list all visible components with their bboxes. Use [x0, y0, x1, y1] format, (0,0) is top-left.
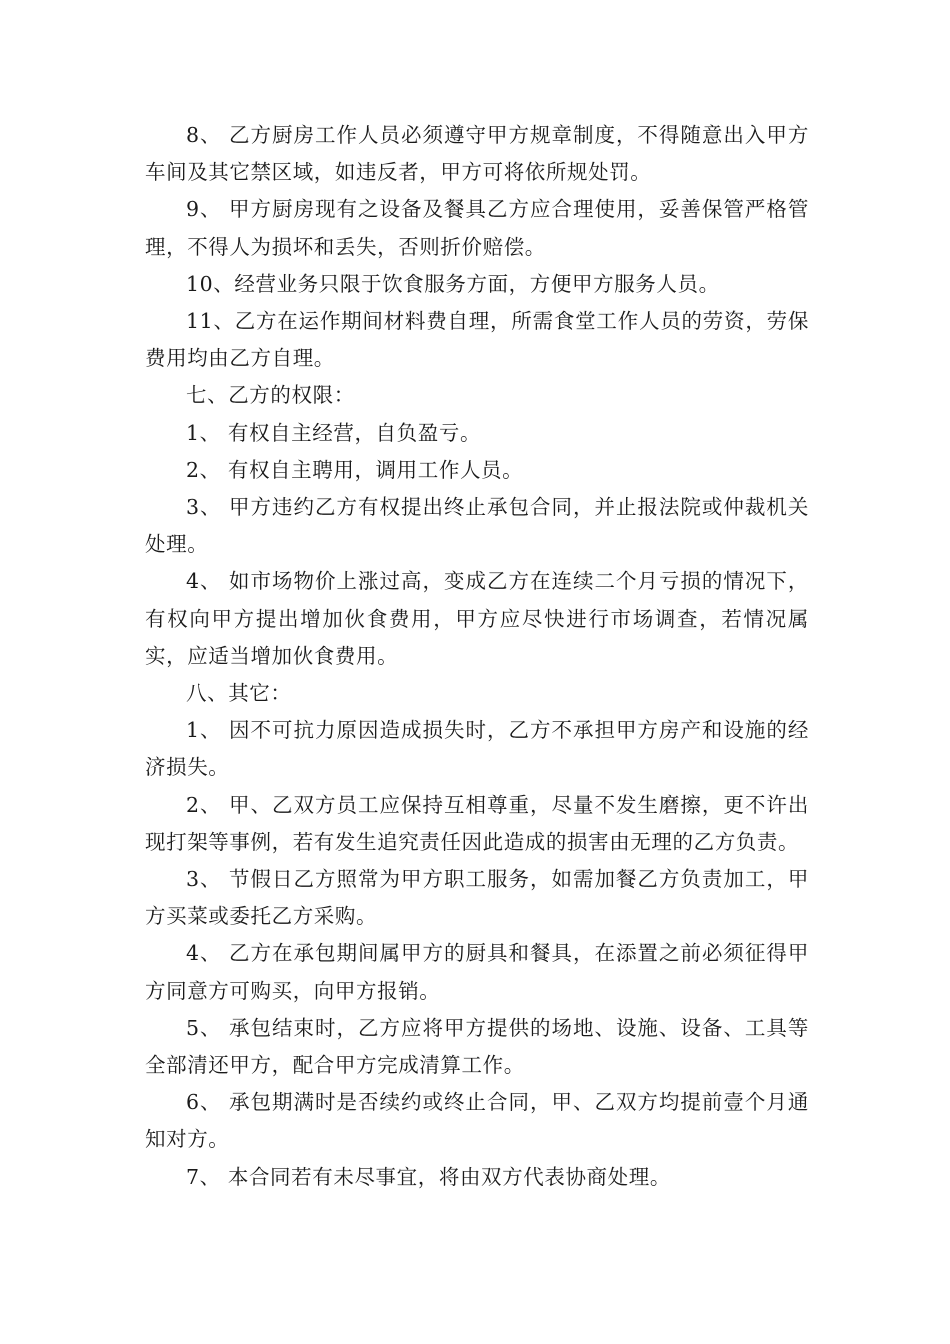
- section-7-item-4: 4、 如市场物价上涨过高，变成乙方在连续二个月亏损的情况下，有权向甲方提出增加伙食费用，甲方应尽快进行市场调查，若情况属实，应适当增加伙食费用。: [145, 569, 809, 668]
- section-8-item-1: 1、 因不可抗力原因造成损失时，乙方不承担甲方房产和设施的经济损失。: [145, 718, 809, 780]
- section-8-item-6: 6、 承包期满时是否续约或终止合同，甲、乙双方均提前壹个月通知对方。: [145, 1090, 809, 1152]
- section-7-item-1: 1、 有权自主经营，自负盈亏。: [186, 420, 482, 445]
- section-7-item-3: 3、 甲方违约乙方有权提出终止承包合同，并止报法院或仲裁机关处理。: [145, 495, 809, 557]
- section-7-item-2: 2、 有权自主聘用，调用工作人员。: [186, 457, 524, 482]
- section-8-item-3: 3、 节假日乙方照常为甲方职工服务，如需加餐乙方负责加工，甲方买菜或委托乙方采购。: [145, 867, 809, 929]
- clause-9-paragraph: 9、 甲方厨房现有之设备及餐具乙方应合理使用，妥善保管严格管理，不得人为损坏和丢失，否则折价赔偿。: [145, 197, 809, 259]
- section-8-item-7: 7、 本合同若有未尽事宜，将由双方代表协商处理。: [186, 1164, 671, 1189]
- clause-11-paragraph: 11、乙方在运作期间材料费自理，所需食堂工作人员的劳资，劳保费用均由乙方自理。: [145, 309, 809, 371]
- section-8-item-2: 2、 甲、乙双方员工应保持互相尊重，尽量不发生磨擦，更不许出现打架等事例，若有发生追究责任因此造成的损害由无理的乙方负责。: [145, 792, 809, 854]
- section-8-item-4: 4、 乙方在承包期间属甲方的厨具和餐具，在添置之前必须征得甲方同意方可购买，向甲方报销。: [145, 941, 809, 1003]
- section-8-heading: 八、其它：: [186, 681, 292, 706]
- clause-10-paragraph: 10、经营业务只限于饮食服务方面，方便甲方服务人员。: [186, 271, 720, 296]
- section-8-item-5: 5、 承包结束时，乙方应将甲方提供的场地、设施、设备、工具等全部清还甲方，配合甲方完成清算工作。: [145, 1015, 809, 1078]
- clause-8-paragraph: 8、 乙方厨房工作人员必须遵守甲方规章制度，不得随意出入甲方车间及其它禁区域，如违反者，甲方可将依所规处罚。: [145, 123, 809, 185]
- section-7-heading: 七、乙方的权限：: [186, 383, 355, 408]
- document-page: [145, 117, 809, 1196]
